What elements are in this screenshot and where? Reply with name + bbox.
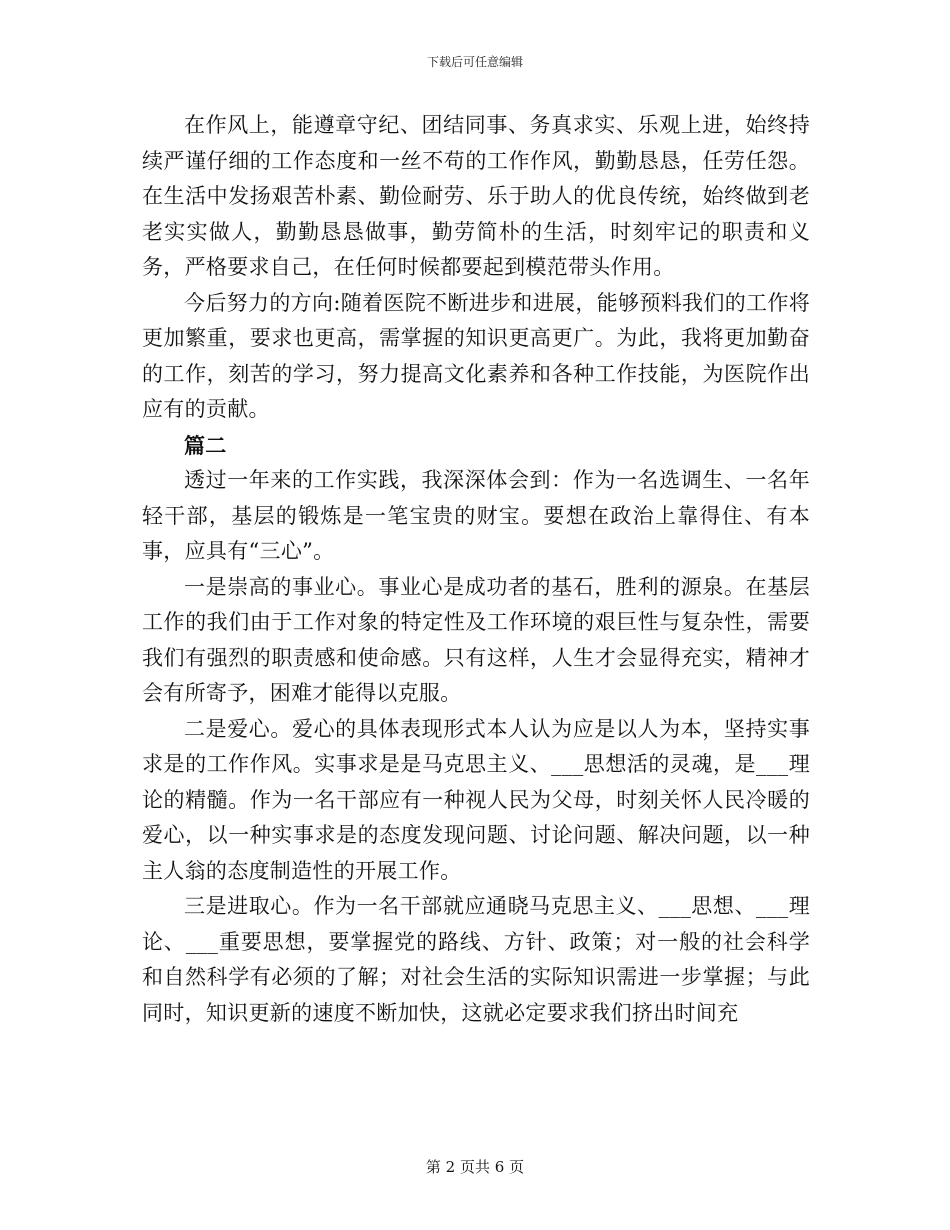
page-header: 下载后可任意编辑 bbox=[426, 55, 523, 69]
paragraph: 一是崇高的事业心。事业心是成功者的基石，胜利的源泉。在基层工作的我们由于工作对象的特定性及工作环境的艰巨性与复杂性，需要我们有强烈的职责感和使命感。只有这样，人生才会显得充实，精神才会有所寄予，困难才能得以克服。 bbox=[142, 574, 810, 705]
page-footer: 第 2 页共 6 页 bbox=[425, 1158, 525, 1176]
paragraph: 二是爱心。爱心的具体表现形式本人认为应是以人为本，坚持实事求是的工作作风。实事求是是马克思主义、___思想活的灵魂，是___理论的精髓。作为一名干部应有一种视人民为父母，时刻关怀人民冷暖的爱心，以一种实事求是的态度发现问题、讨论问题、解决问题，以一种主人翁的态度制造性的开展工作。 bbox=[142, 716, 810, 883]
paragraph: 透过一年来的工作实践，我深深体会到：作为一名选调生、一名年轻干部，基层的锻炼是一笔宝贵的财宝。要想在政治上靠得住、有本事，应具有“三心”。 bbox=[142, 468, 810, 563]
section-heading: 篇二 bbox=[184, 432, 227, 458]
paragraph: 今后努力的方向:随着医院不断进步和进展，能够预料我们的工作将更加繁重，要求也更高，需掌握的知识更高更广。为此，我将更加勤奋的工作，刻苦的学习，努力提高文化素养和各种工作技能，为医院作出应有的贡献。 bbox=[142, 290, 810, 421]
paragraph: 三是进取心。作为一名干部就应通晓马克思主义、___思想、___理论、___重要思想，要掌握党的路线、方针、政策；对一般的社会科学和自然科学有必须的了解；对社会生活的实际知识需进一步掌握；与此同时，知识更新的速度不断加快，这就必定要求我们挤出时间充 bbox=[142, 894, 810, 1025]
document-body bbox=[142, 108, 810, 1031]
paragraph: 在作风上，能遵章守纪、团结同事、务真求实、乐观上进，始终持续严谨仔细的工作态度和一丝不苟的工作作风，勤勤恳恳，任劳任怨。在生活中发扬艰苦朴素、勤俭耐劳、乐于助人的优良传统，始终做到老老实实做人，勤勤恳恳做事，勤劳简朴的生活，时刻牢记的职责和义务，严格要求自己，在任何时候都要起到模范带头作用。 bbox=[142, 113, 810, 279]
